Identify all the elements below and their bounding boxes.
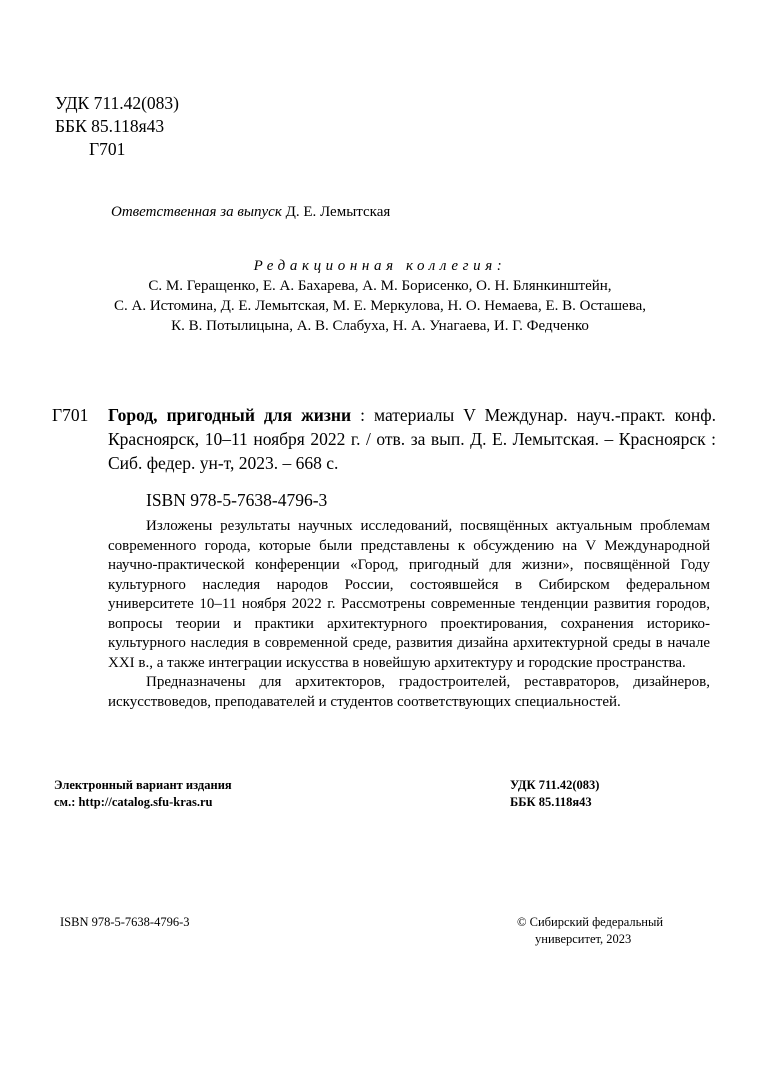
bibliographic-description	[108, 403, 716, 475]
isbn-footer: ISBN 978-5-7638-4796-3	[60, 915, 190, 929]
author-sign: Г701	[89, 139, 126, 159]
copyright-line: университет, 2023	[535, 932, 632, 946]
responsible-label: Ответственная за выпуск	[111, 204, 282, 220]
annotation	[108, 517, 710, 712]
catalog-link: см.: http://catalog.sfu-kras.ru	[54, 795, 213, 809]
bbk-code: ББК 85.118я43	[55, 116, 165, 136]
editorial-board-heading: Редакционная коллегия:	[253, 258, 507, 274]
responsible-name: Д. Е. Лемытская	[285, 204, 391, 220]
copyright-line: © Сибирский федеральный	[517, 915, 664, 929]
editorial-board-line: С. М. Геращенко, Е. А. Бахарева, А. М. Борисенко, О. Н. Блянкинштейн,	[148, 278, 612, 294]
classification-codes-bottom	[510, 777, 599, 811]
udk-code: УДК 711.42(083)	[55, 93, 179, 113]
copyright	[517, 914, 663, 948]
isbn-main: ISBN 978-5-7638-4796-3	[146, 490, 328, 510]
responsible-editor	[111, 202, 390, 222]
book-title: Город, пригодный для жизни	[108, 405, 352, 425]
classification-codes	[55, 92, 179, 161]
bibliographic-code: Г701	[52, 405, 89, 425]
electronic-version-note	[54, 777, 232, 811]
bbk-code-bottom: ББК 85.118я43	[510, 795, 592, 809]
udk-code-bottom: УДК 711.42(083)	[510, 778, 600, 792]
electronic-version-label: Электронный вариант издания	[54, 778, 232, 792]
annotation-paragraph: Изложены результаты научных исследований, посвящённых актуальным проблемам современного города, которые были представлены к обсуждению на V Международной научно-практической конференции «Город, пригодный для жизни», посвящённой Году культурного наследия народов России, состоявшейся в Сибирском федеральном университете 10–11 ноября 2022 г. Рассмотрены современные тенденции развития городов, вопросы теории и практики архитектурного проектирования, сохранения историко-культурного наследия в современной среде, развития дизайна архитектурной среды в начале XXI в., а также интеграции искусства в новейшую архитектуру и городские пространства.	[108, 518, 710, 671]
editorial-board	[100, 256, 660, 336]
editorial-board-line: С. А. Истомина, Д. Е. Лемытская, М. Е. Меркулова, Н. О. Немаева, Е. В. Осташева,	[113, 298, 646, 314]
annotation-paragraph: Предназначены для архитекторов, градостроителей, реставраторов, дизайнеров, искусствоведов, преподавателей и студентов соответствующих специальностей.	[108, 674, 710, 710]
editorial-board-line: К. В. Потылицына, А. В. Слабуха, Н. А. Унагаева, И. Г. Федченко	[171, 318, 589, 334]
bibliographic-details: : материалы V Междунар. науч.-практ. конф. Красноярск, 10–11 ноября 2022 г. / отв. за вып. Д. Е. Лемытская. – Красноярск : Сиб. федер. ун-т, 2023. – 668 с.	[108, 405, 717, 473]
